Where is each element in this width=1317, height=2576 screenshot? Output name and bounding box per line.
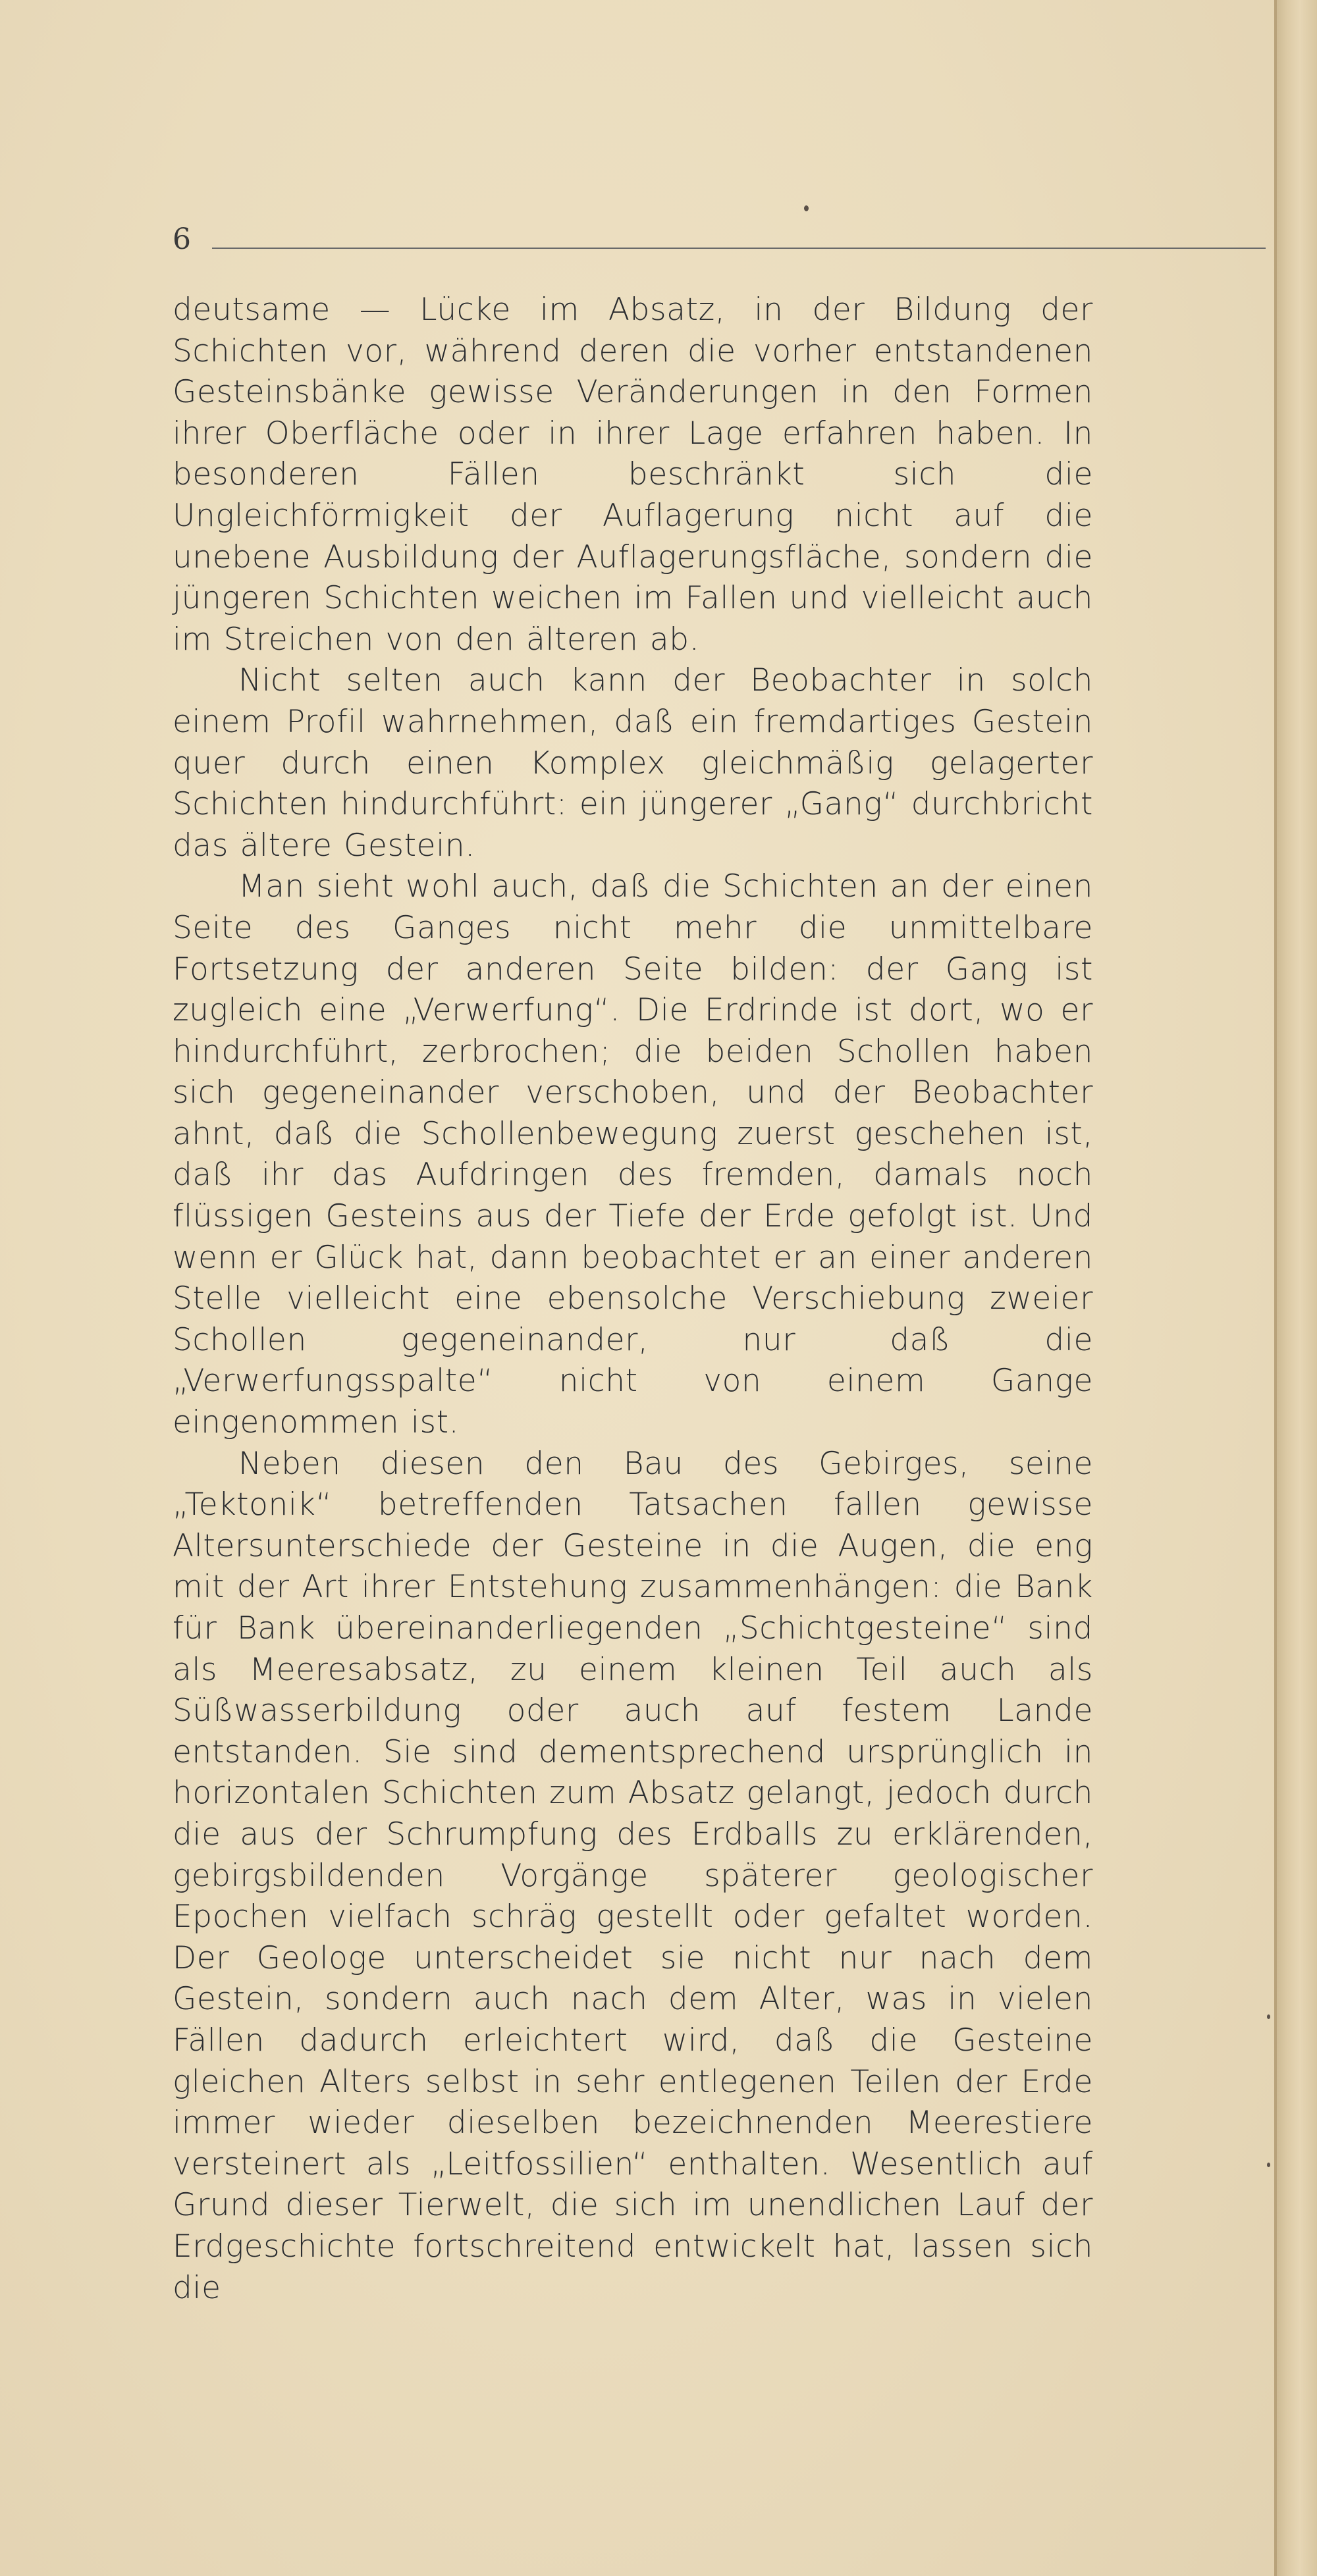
body-text	[173, 290, 1093, 2309]
paragraph-continued: deutsame — Lücke im Absatz, in der Bildung der Schichten vor, während deren die vorher entstandenen Gesteinsbänke gewisse Veränderungen in den Formen ihrer Oberfläche oder in ihrer Lage erfahren haben. In besonderen Fällen beschränkt sich die Ungleichförmigkeit der Auflagerung nicht auf die unebene Ausbildung der Auflagerungsfläche, sondern die jüngeren Schichten weichen im Fallen und vielleicht auch im Streichen von den älteren ab.	[173, 292, 1093, 658]
paper-speck	[1267, 2014, 1270, 2019]
running-head	[173, 223, 1094, 262]
paragraph: Nicht selten auch kann der Beobachter in solch einem Profil wahrnehmen, daß ein fremdartiges Gestein quer durch einen Komplex gleichmäßig gelagerter Schichten hindurchführt: ein jüngerer „Gang“ durchbricht das ältere Gestein.	[173, 662, 1093, 864]
header-rule	[212, 248, 1266, 249]
paper-speck	[1267, 2163, 1270, 2167]
page-number: 6	[173, 223, 191, 256]
page-edge	[1274, 0, 1317, 2576]
paper-speck	[804, 205, 809, 211]
paragraph: Man sieht wohl auch, daß die Schichten an der einen Seite des Ganges nicht mehr die unmittelbare Fortsetzung der anderen Seite bilden: der Gang ist zugleich eine „Verwerfung“. Die Erdrinde ist dort, wo er hindurchführt, zerbrochen; die beiden Schollen haben sich gegeneinander verschoben, und der Beobachter ahnt, daß die Schollenbewegung zuerst geschehen ist, daß ihr das Aufdringen des fremden, damals noch flüssigen Gesteins aus der Tiefe der Erde gefolgt ist. Und wenn er Glück hat, dann beobachtet er an einer anderen Stelle vielleicht eine ebensolche Verschiebung zweier Schollen gegeneinander, nur daß die „Verwerfungsspalte“ nicht von einem Gange eingenommen ist.	[173, 868, 1093, 1441]
paragraph: Neben diesen den Bau des Gebirges, seine „Tektonik“ betreffenden Tatsachen fallen gewisse Altersunterschiede der Gesteine in die Augen, die eng mit der Art ihrer Entstehung zusammenhängen: die Bank für Bank übereinanderliegenden „Schichtgesteine“ sind als Meeresabsatz, zu einem kleinen Teil auch als Süßwasserbildung oder auch auf festem Lande entstanden. Sie sind dementsprechend ursprünglich in horizontalen Schichten zum Absatz gelangt, jedoch durch die aus der Schrumpfung des Erdballs zu erklärenden, gebirgsbildenden Vorgänge späterer geologischer Epochen vielfach schräg gestellt oder gefaltet worden. Der Geologe unterscheidet sie nicht nur nach dem Gestein, sondern auch nach dem Alter, was in vielen Fällen dadurch erleichtert wird, daß die Gesteine gleichen Alters selbst in sehr entlegenen Teilen der Erde immer wieder dieselben bezeichnenden Meerestiere versteinert als „Leitfossilien“ enthalten. Wesentlich auf Grund dieser Tierwelt, die sich im unendlichen Lauf der Erdgeschichte fortschreitend entwickelt hat, lassen sich die	[173, 1445, 1093, 2306]
